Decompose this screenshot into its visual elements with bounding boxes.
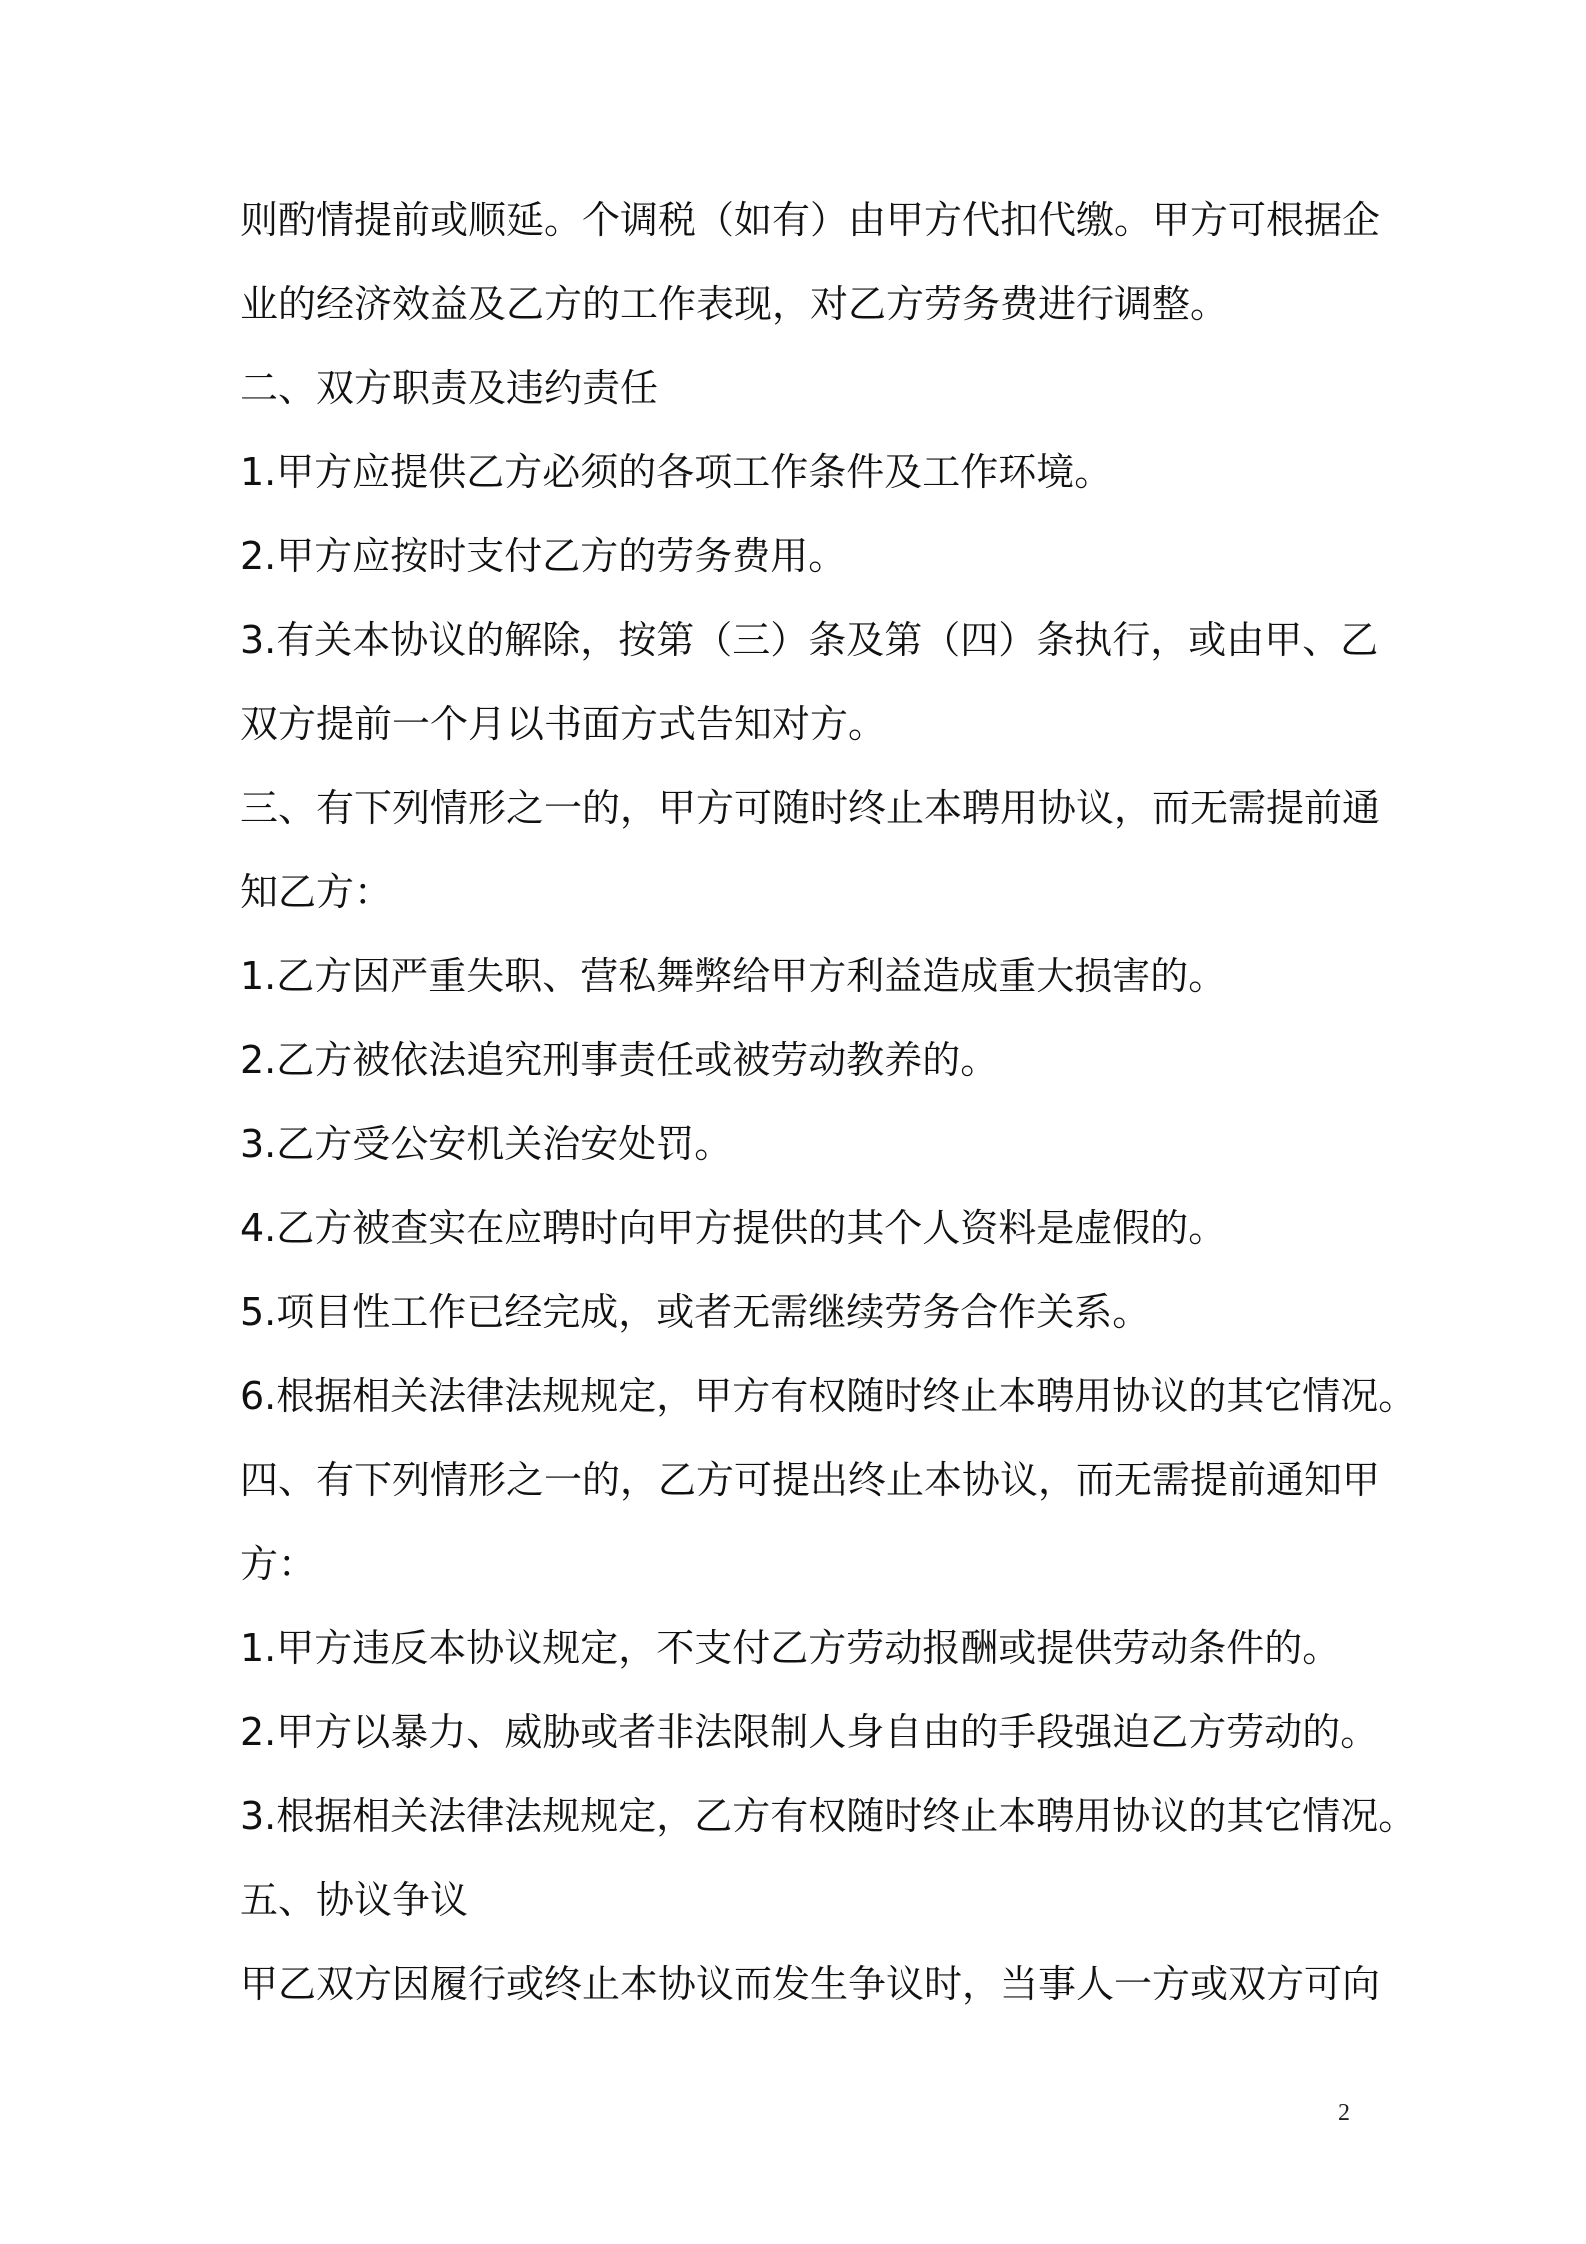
text-line-18: 1.甲方违反本协议规定，不支付乙方劳动报酬或提供劳动条件的。 <box>240 1626 1341 1670</box>
text-line-9: 知乙方： <box>240 870 393 914</box>
text-line-2: 业的经济效益及乙方的工作表现，对乙方劳务费进行调整。 <box>240 282 1229 326</box>
section-heading-4: 四、有下列情形之一的，乙方可提出终止本协议，而无需提前通知甲 <box>240 1458 1381 1502</box>
text-line-10: 1.乙方因严重失职、营私舞弊给甲方利益造成重大损害的。 <box>240 954 1227 998</box>
text-line-19: 2.甲方以暴力、威胁或者非法限制人身自由的手段强迫乙方劳动的。 <box>240 1710 1379 1754</box>
text-line-20: 3.根据相关法律法规规定，乙方有权随时终止本聘用协议的其它情况。 <box>240 1794 1417 1838</box>
text-line-13: 4.乙方被查实在应聘时向甲方提供的其个人资料是虚假的。 <box>240 1206 1227 1250</box>
section-heading-2: 二、双方职责及违约责任 <box>240 366 659 410</box>
text-line-12: 3.乙方受公安机关治安处罚。 <box>240 1122 733 1166</box>
text-line-11: 2.乙方被依法追究刑事责任或被劳动教养的。 <box>240 1038 999 1082</box>
page-number: 2 <box>1338 2100 1350 2126</box>
text-line-22: 甲乙双方因履行或终止本协议而发生争议时，当事人一方或双方可向 <box>240 1962 1381 2006</box>
text-line-15: 6.根据相关法律法规规定，甲方有权随时终止本聘用协议的其它情况。 <box>240 1374 1417 1418</box>
text-line-14: 5.项目性工作已经完成，或者无需继续劳务合作关系。 <box>240 1290 1151 1334</box>
text-line-1: 则酌情提前或顺延。个调税（如有）由甲方代扣代缴。甲方可根据企 <box>240 198 1381 242</box>
text-line-17: 方： <box>240 1542 317 1586</box>
section-heading-5: 五、协议争议 <box>240 1878 469 1922</box>
text-line-4: 1.甲方应提供乙方必须的各项工作条件及工作环境。 <box>240 450 1113 494</box>
section-heading-3: 三、有下列情形之一的，甲方可随时终止本聘用协议，而无需提前通 <box>240 786 1381 830</box>
text-line-5: 2.甲方应按时支付乙方的劳务费用。 <box>240 534 847 578</box>
text-line-6: 3.有关本协议的解除，按第（三）条及第（四）条执行，或由甲、乙 <box>240 618 1379 662</box>
text-line-7: 双方提前一个月以书面方式告知对方。 <box>240 702 887 746</box>
